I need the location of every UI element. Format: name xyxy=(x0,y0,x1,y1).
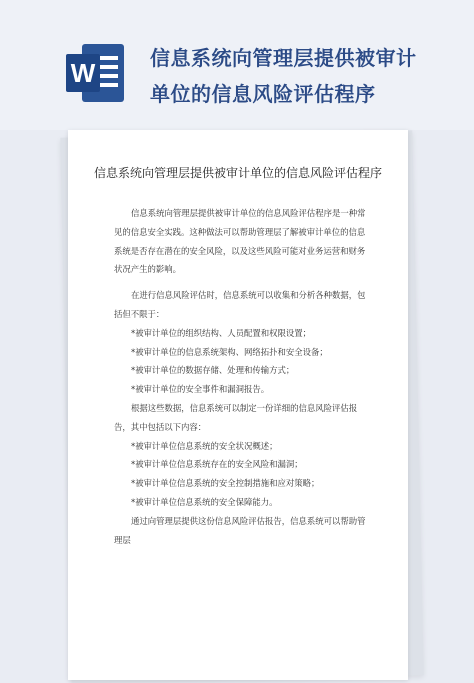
report-list-item: *被审计单位信息系统的安全控制措施和应对策略； xyxy=(131,478,320,489)
word-logo-letter: W xyxy=(70,58,96,88)
banner-title-line-2: 单位的信息风险评估程序 xyxy=(150,82,376,106)
collect-list-item: *被审计单位的组织结构、人员配置和权限设置； xyxy=(131,327,312,338)
report-list-item: *被审计单位信息系统存在的安全风险和漏洞； xyxy=(131,459,303,470)
banner-title xyxy=(150,40,450,112)
collect-list-item: *被审计单位的信息系统架构、网络拓扑和安全设备； xyxy=(131,346,328,357)
banner-header xyxy=(0,0,474,130)
collect-intro-paragraph: 在进行信息风险评估时，信息系统可以收集和分析各种数据，包括但不限于： xyxy=(114,290,366,319)
report-intro-paragraph: 根据这些数据，信息系统可以制定一份详细的信息风险评估报告，其中包括以下内容： xyxy=(114,402,358,432)
intro-paragraph: 信息系统向管理层提供被审计单位的信息风险评估程序是一种常见的信息安全实践。这种做法可以帮助管理层了解被审计单位的信息系统是否存在潜在的安全风险，以及这些风险可能对业务运营和财务状况产生的影响。 xyxy=(114,208,366,275)
document-title: 信息系统向管理层提供被审计单位的信息风险评估程序 xyxy=(93,166,382,180)
document-body xyxy=(114,204,370,549)
collect-list-item: *被审计单位的数据存储、处理和传输方式； xyxy=(131,365,295,376)
paragraph-gap xyxy=(114,279,370,286)
report-list-item: *被审计单位信息系统的安全保障能力。 xyxy=(131,496,278,507)
closing-paragraph: 通过向管理层提供这份信息风险评估报告，信息系统可以帮助管理层 xyxy=(114,515,366,545)
document-page xyxy=(68,130,408,680)
collect-list-item: *被审计单位的安全事件和漏洞报告。 xyxy=(131,384,270,395)
word-document-icon xyxy=(62,40,128,106)
banner-title-line-1: 信息系统向管理层提供被审计 xyxy=(150,46,417,70)
report-list-item: *被审计单位信息系统的安全状况概述； xyxy=(131,440,278,451)
